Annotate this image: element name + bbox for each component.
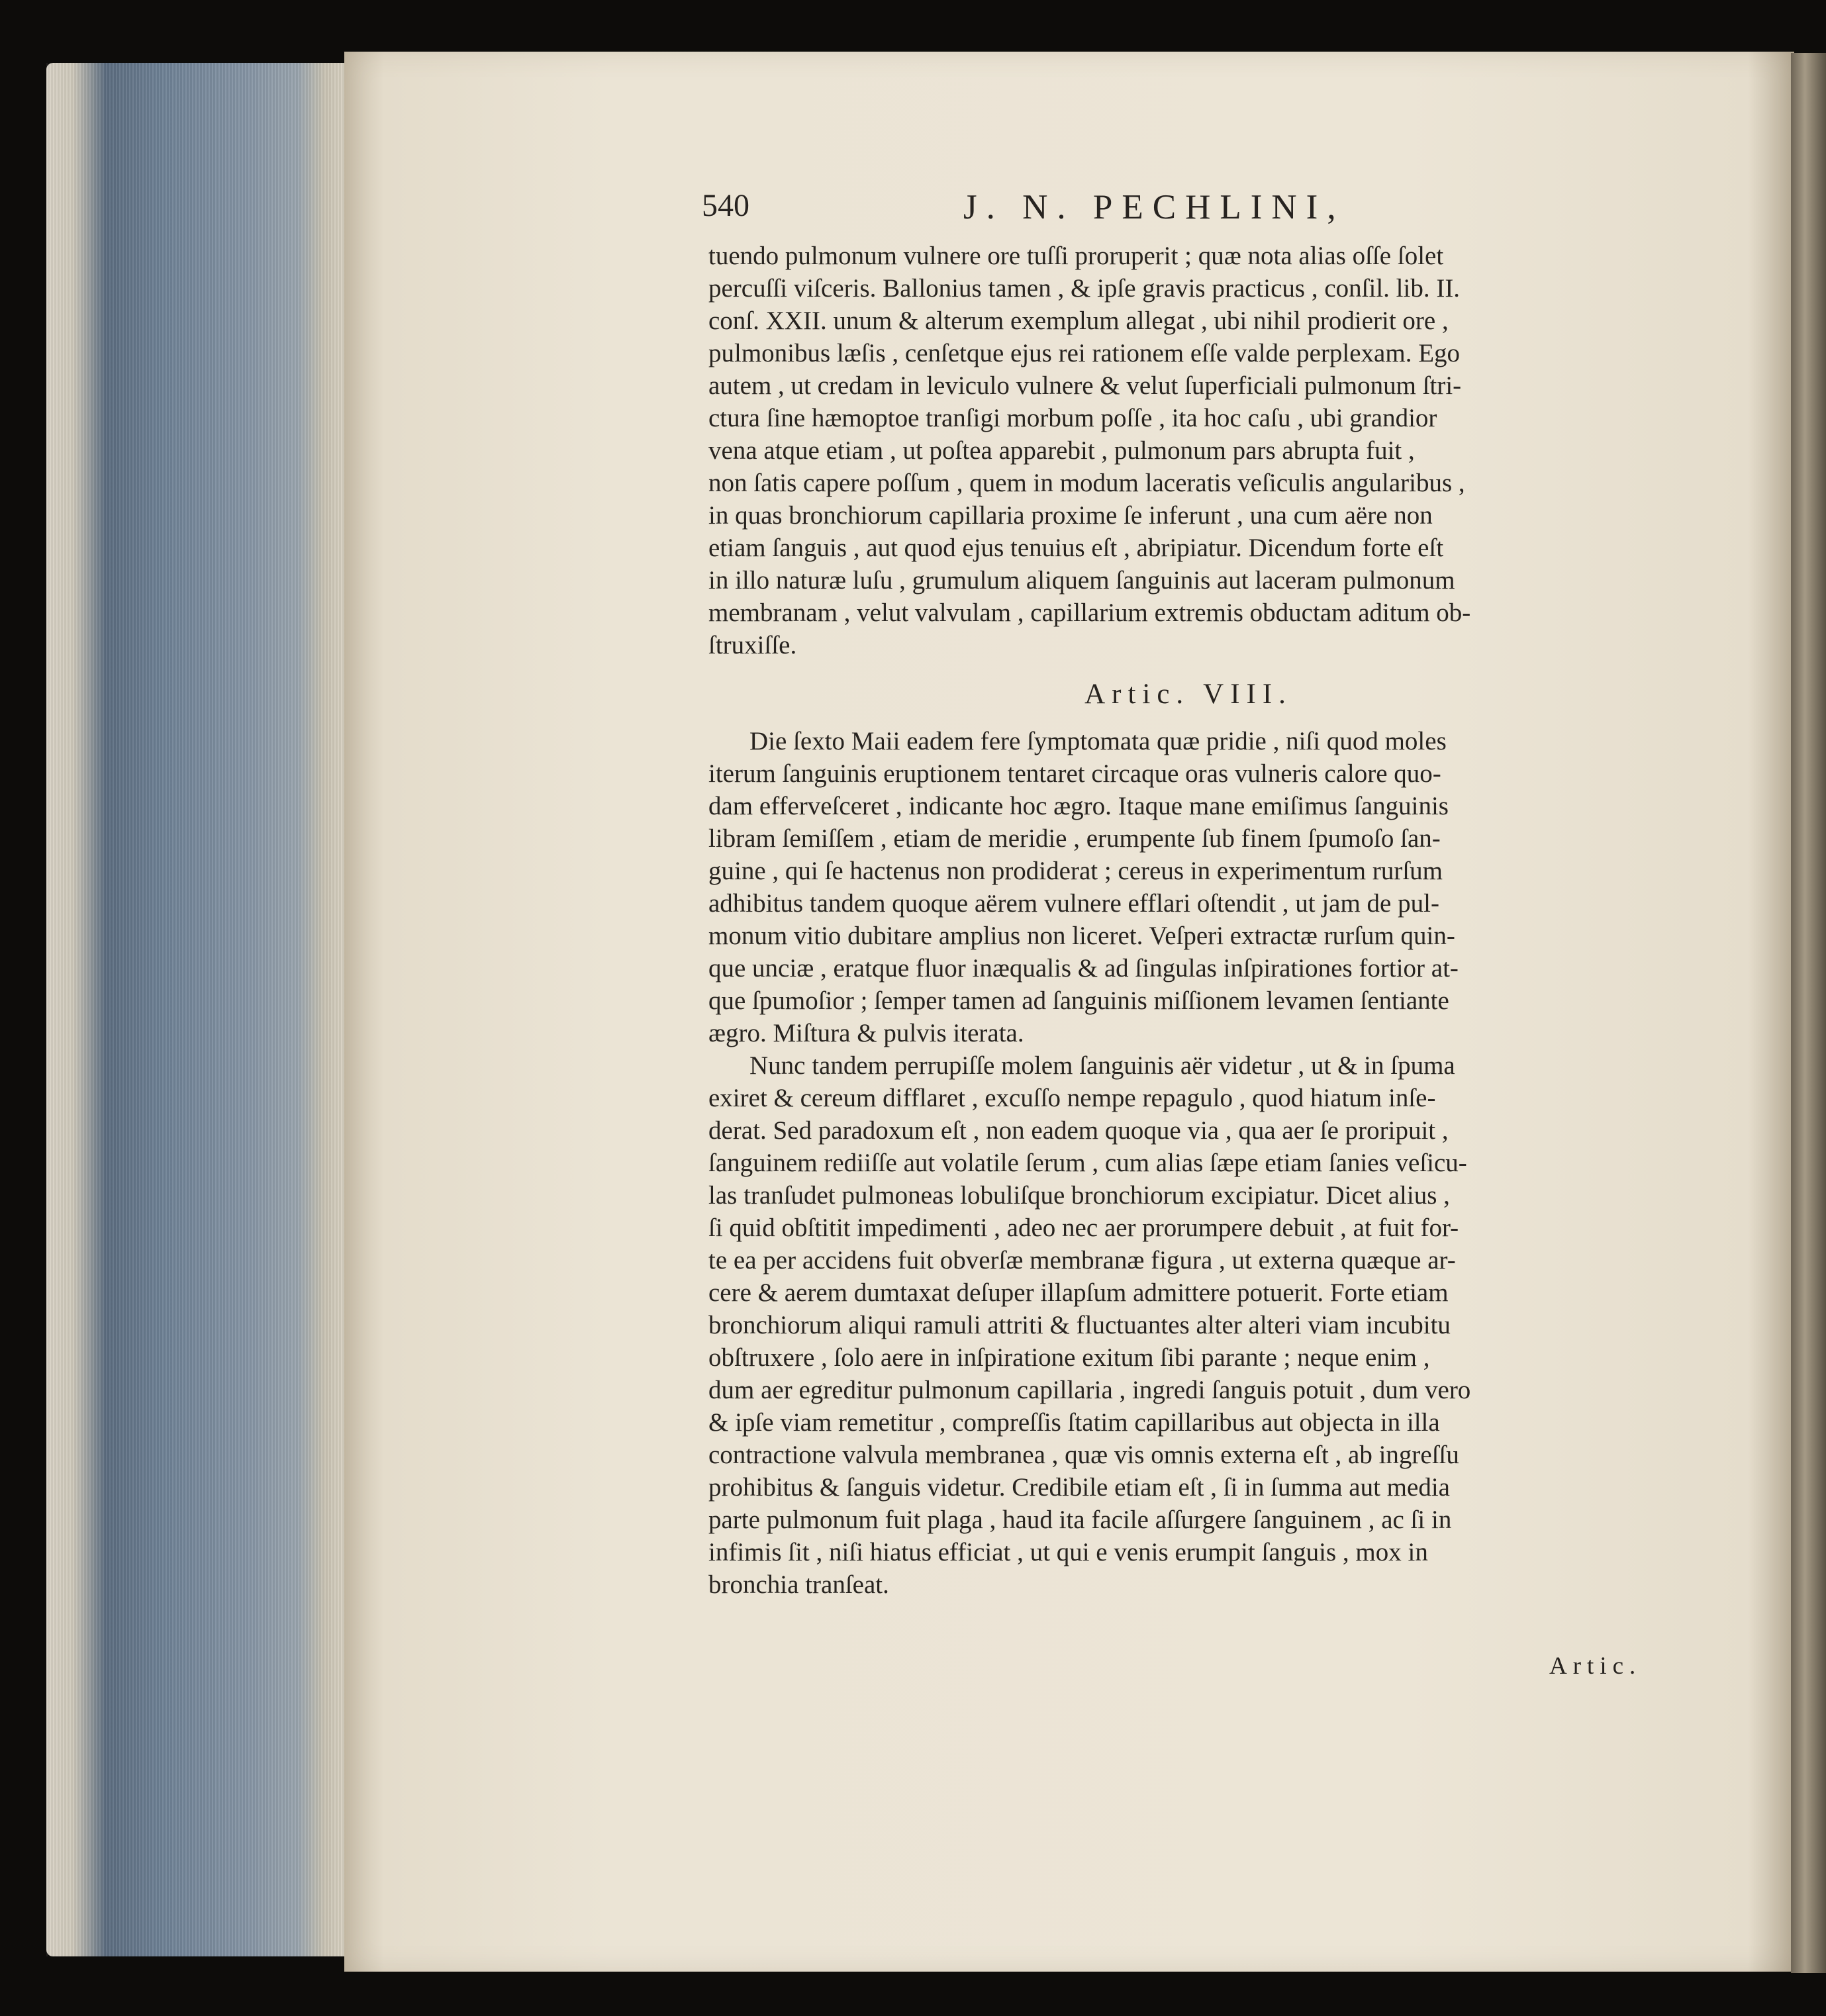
text-line: pulmonibus læſis , cenſetque ejus rei rationem eſſe valde perplexam. Ego [708, 339, 1461, 367]
text-line: etiam ſanguis , aut quod ejus tenuius eſt , abripiatur. Dicendum forte eſt [708, 534, 1444, 562]
page-number: 540 [702, 188, 749, 223]
text-line: in quas bronchiorum capillaria proxime ſe inferunt , una cum aëre non [708, 501, 1433, 530]
text-line: ægro. Miſtura & pulvis iterata. [708, 1019, 1024, 1047]
text-line: autem , ut credam in leviculo vulnere & velut ſuperficiali pulmonum ſtri- [708, 371, 1462, 400]
paragraph-3 [708, 1049, 1668, 1601]
text-line: tuendo pulmonum vulnere ore tuſſi proruperit ; quæ nota alias oſſe ſolet [708, 242, 1444, 270]
text-line: Nunc tandem perrupiſſe molem ſanguinis aër videtur , ut & in ſpuma [749, 1051, 1455, 1080]
text-line: ſanguinem rediiſſe aut volatile ſerum , cum alias ſæpe etiam ſanies veſicu- [708, 1149, 1467, 1177]
text-line: derat. Sed paradoxum eſt , non eadem quoque via , qua aer ſe proripuit , [708, 1116, 1449, 1145]
text-line: infimis ſit , niſi hiatus efficiat , ut qui e venis erumpit ſanguis , mox in [708, 1538, 1428, 1566]
text-line: exiret & cereum difflaret , excuſſo nempe repagulo , quod hiatum inſe- [708, 1084, 1436, 1112]
running-title: J. N. PECHLINI, [963, 188, 1345, 226]
section-heading: Artic. VIII. [1084, 679, 1292, 710]
body-text [708, 240, 1668, 1601]
text-line: guine , qui ſe hactenus non prodiderat ; cereus in experimentum rurſum [708, 857, 1443, 885]
catchword: Artic. [1549, 1653, 1642, 1680]
text-line: obſtruxere , ſolo aere in inſpiratione exitum ſibi parante ; neque enim , [708, 1343, 1430, 1372]
text-line: cere & aerem dumtaxat deſuper illapſum admittere potuerit. Forte etiam [708, 1278, 1449, 1307]
text-line: in illo naturæ luſu , grumulum aliquem ſanguinis aut laceram pulmonum [708, 566, 1455, 595]
text-line: conſ. XXII. unum & alterum exemplum allegat , ubi nihil prodierit ore , [708, 307, 1449, 335]
text-line: & ipſe viam remetitur , compreſſis ſtatim capillaribus aut objecta in illa [708, 1408, 1440, 1437]
paragraph-2 [708, 725, 1668, 1049]
text-line: dam efferveſceret , indicante hoc ægro. Itaque mane emiſimus ſanguinis [708, 792, 1449, 820]
text-line: non ſatis capere poſſum , quem in modum laceratis veſiculis angularibus , [708, 469, 1465, 497]
text-line: las tranſudet pulmoneas lobuliſque bronchiorum excipiatur. Dicet alius , [708, 1181, 1450, 1210]
text-line: ſi quid obſtitit impedimenti , adeo nec aer prorumpere debuit , at fuit for- [708, 1214, 1459, 1242]
book-gutter [1791, 53, 1826, 1973]
text-line: parte pulmonum fuit plaga , haud ita facile aſſurgere ſanguinem , ac ſi in [708, 1506, 1452, 1534]
text-line: ſtruxiſſe. [708, 631, 797, 659]
text-line: vena atque etiam , ut poſtea apparebit , pulmonum pars abrupta fuit , [708, 436, 1415, 465]
text-line: iterum ſanguinis eruptionem tentaret circaque oras vulneris calore quo- [708, 759, 1441, 788]
text-line: Die ſexto Maii eadem fere ſymptomata quæ pridie , niſi quod moles [749, 727, 1447, 755]
text-line: bronchiorum aliqui ramuli attriti & fluctuantes alter alteri viam incubitu [708, 1311, 1451, 1339]
text-line: que unciæ , eratque fluor inæqualis & ad ſingulas inſpirationes fortior at- [708, 954, 1459, 983]
text-line: libram ſemiſſem , etiam de meridie , erumpente ſub finem ſpumoſo ſan- [708, 824, 1441, 853]
text-line: monum vitio dubitare amplius non liceret. Veſperi extractæ rurſum quin- [708, 922, 1455, 950]
text-line: adhibitus tandem quoque aërem vulnere efflari oſtendit , ut jam de pul- [708, 889, 1439, 918]
text-line: te ea per accidens fuit obverſæ membranæ figura , ut externa quæque ar- [708, 1246, 1456, 1274]
text-line: prohibitus & ſanguis videtur. Credibile etiam eſt , ſi in ſumma aut media [708, 1473, 1450, 1502]
text-line: ctura ſine hæmoptoe tranſigi morbum poſſe , ita hoc caſu , ubi grandior [708, 404, 1437, 432]
text-line: contractione valvula membranea , quæ vis omnis externa eſt , ab ingreſſu [708, 1441, 1459, 1469]
text-line: percuſſi viſceris. Ballonius tamen , & ipſe gravis practicus , conſil. lib. II. [708, 274, 1461, 303]
text-line: que ſpumoſior ; ſemper tamen ad ſanguinis miſſionem levamen ſentiante [708, 986, 1449, 1015]
text-line: membranam , velut valvulam , capillarium extremis obductam aditum ob- [708, 599, 1471, 627]
text-line: bronchia tranſeat. [708, 1570, 889, 1599]
paragraph-1 [708, 240, 1668, 661]
book-fore-edge [46, 63, 351, 1956]
text-line: dum aer egreditur pulmonum capillaria , ingredi ſanguis potuit , dum vero [708, 1376, 1471, 1404]
